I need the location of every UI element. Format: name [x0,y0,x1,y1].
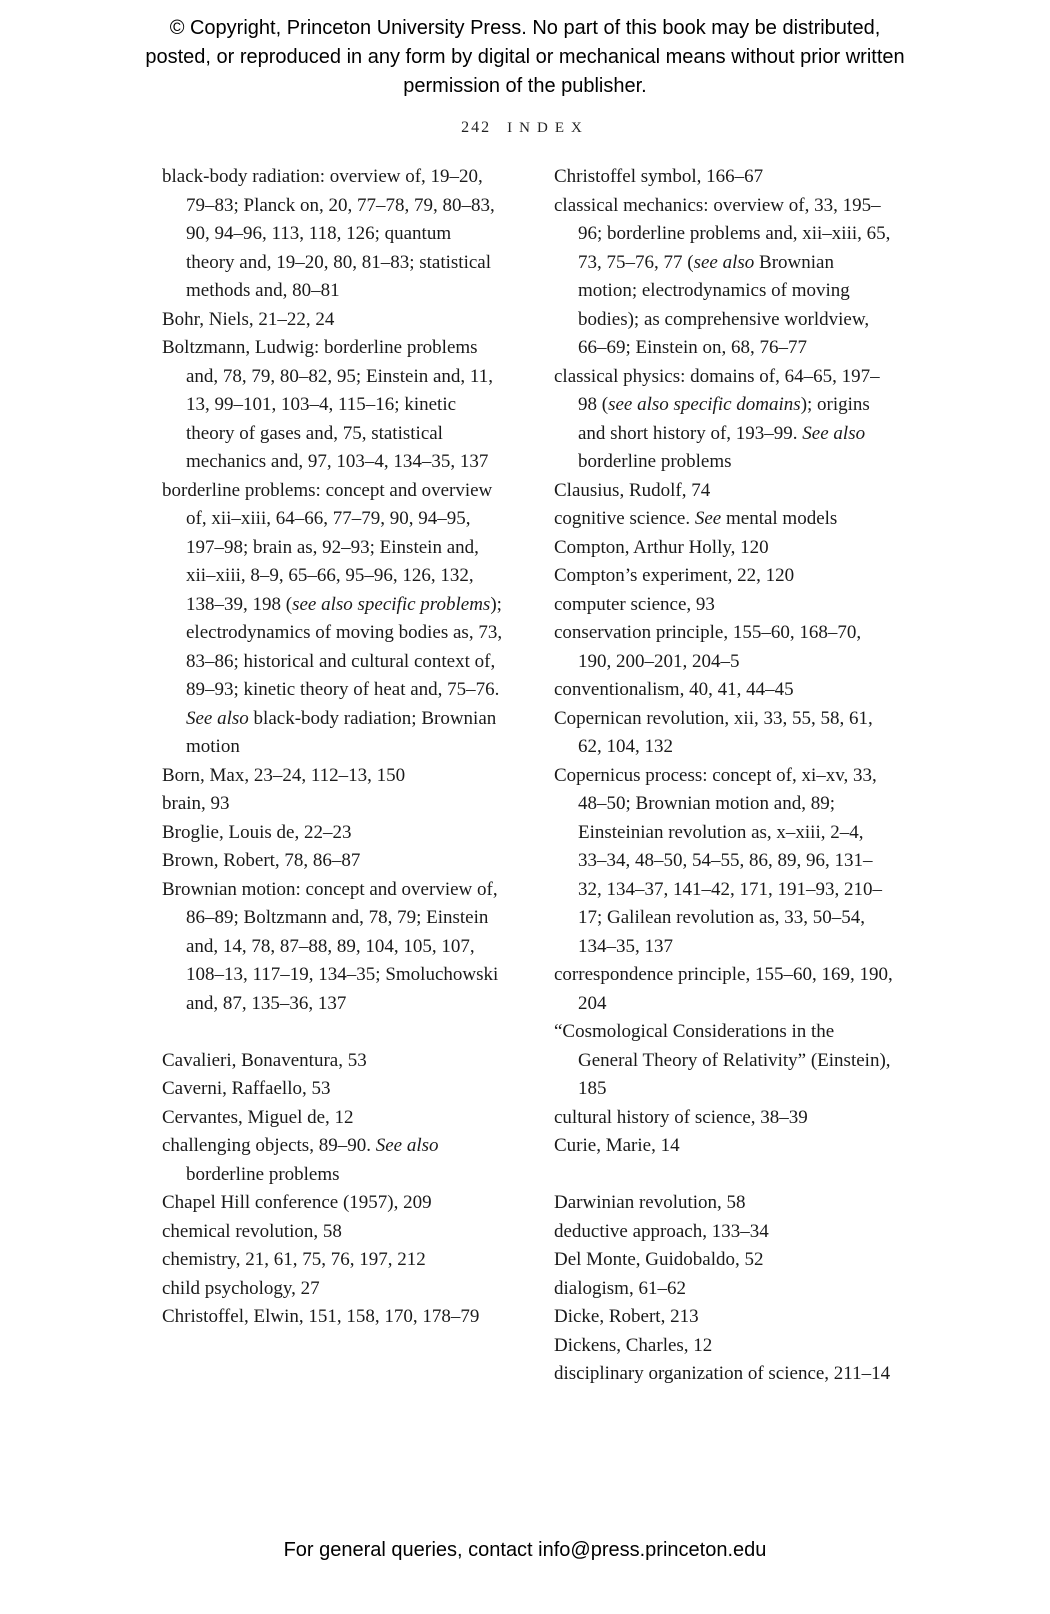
index-entry-text: Christoffel symbol, 166–67 [554,166,764,187]
index-entry-text: classical physics: domains of, 64–65, 197–98 ( [554,365,880,415]
index-entry [554,477,896,506]
index-entry [162,1218,504,1247]
index-entry [554,1189,896,1218]
index-entry [554,1218,896,1247]
index-entry-text: black-body radiation: overview of, 19–20, 79–83; Planck on, 20, 77–78, 79, 80–83, 90, 94–96, 113, 118, 126; quantum theory and, 19–20, 80, 81–83; statistical methods and, 80–81 [162,166,495,301]
index-entry-cross-reference: See also [186,707,249,729]
index-entry-text: ); origins and short history of, 193–99. [578,394,870,444]
index-entry-text: Caverni, Raffaello, 53 [162,1078,331,1099]
index-entry-text: Compton’s experiment, 22, 120 [554,565,795,586]
index-entry [554,676,896,705]
index-entry [162,1075,504,1104]
index-entry-text: cognitive science. [554,508,695,529]
index-entry-text: challenging objects, 89–90. [162,1135,376,1156]
index-entry [554,705,896,762]
index-entry-text: Chapel Hill conference (1957), 209 [162,1192,432,1213]
index-entry-text: Del Monte, Guidobaldo, 52 [554,1249,764,1270]
index-entry-text: black-body radiation; Brownian motion [186,707,497,757]
index-entry-text: Brownian motion; electrodynamics of moving bodies); as comprehensive worldview, 66–69; Einstein on, 68, 76–77 [578,251,870,358]
index-entry [554,1246,896,1275]
index-entry [162,1104,504,1133]
index-entry-text: Dicke, Robert, 213 [554,1306,699,1327]
index-entry-text: computer science, 93 [554,593,715,615]
page-number: 242 [461,119,492,136]
index-entry-text: Born, Max, 23–24, 112–13, 150 [162,764,406,786]
index-entry-text: Curie, Marie, 14 [554,1135,680,1156]
index-entry [554,1360,896,1389]
page-header-title: INDEX [507,120,589,136]
index-entry-text: Boltzmann, Ludwig: borderline problems and, 78, 79, 80–82, 95; Einstein and, 11, 13, 99–101, 103–4, 115–16; kinetic theory of gases and, 75, statistical mechanics and, 97, 103–4, 134–35, 137 [162,337,493,472]
index-entry [554,363,896,477]
index-entry-text: Broglie, Louis de, 22–23 [162,821,352,843]
footer-contact: For general queries, contact info@press.princeton.edu [283,1539,767,1561]
index-left-column [162,163,504,1389]
index-entry [162,1275,504,1304]
index-entry-text: “Cosmological Considerations in the General Theory of Relativity” (Einstein), 185 [554,1021,891,1099]
index-entry [554,163,896,192]
index-entry-text: Copernican revolution, xii, 33, 55, 58, 61, 62, 104, 132 [554,707,873,757]
copyright-notice: © Copyright, Princeton University Press. No part of this book may be distributed, posted, or reproduced in any form by digital or mechanical means without prior written permission of the publisher. [145,17,905,97]
index-entry-text: Cavalieri, Bonaventura, 53 [162,1049,367,1071]
index-entry-text: Dickens, Charles, 12 [554,1334,713,1356]
index-entry [162,163,504,306]
index-entry-text: borderline problems [578,451,732,472]
index-entry-cross-reference: see also specific problems [292,593,491,615]
index-entry-text: child psychology, 27 [162,1277,320,1299]
index-entry [162,819,504,848]
index-entry-text: cultural history of science, 38–39 [554,1106,808,1128]
index-entry [554,1332,896,1361]
index-right-column [554,163,896,1389]
index-entry-text: Copernicus process: concept of, xi–xv, 33, 48–50; Brownian motion and, 89; Einsteinian revolution as, x–xiii, 2–4, 33–34, 48–50, 54–55, 86, 89, 96, 131–32, 134–37, 141–42, 171, 191–93, 210–17; Galilean revolution as, 33, 50–54, 134–35, 137 [554,764,882,957]
index-entry-text: Christoffel, Elwin, 151, 158, 170, 178–79 [162,1306,480,1327]
index-entry [554,562,896,591]
index-entry [554,1132,896,1161]
index-entry [162,1047,504,1076]
index-entry [554,1303,896,1332]
index-entry-text: borderline problems: concept and overview of, xii–xiii, 64–66, 77–79, 90, 94–95, 197–98; brain as, 92–93; Einstein and, xii–xiii, 8–9, 65–66, 95–96, 126, 132, 138–39, 198 ( [162,479,493,615]
index-entry-cross-reference: See also [375,1135,439,1156]
index-entry-text: chemistry, 21, 61, 75, 76, 197, 212 [162,1249,426,1270]
index-entry-text: brain, 93 [162,793,230,814]
entry-gap [162,1018,504,1047]
index-entry-text: classical mechanics: overview of, 33, 195–96; borderline problems and, xii–xiii, 65, 73, 75–76, 77 ( [554,194,891,273]
index-entry-text: conventionalism, 40, 41, 44–45 [554,679,794,700]
index-entry-text: chemical revolution, 58 [162,1220,342,1242]
index-entry-text: Compton, Arthur Holly, 120 [554,536,769,558]
index-entry [162,477,504,762]
index-entry [554,961,896,1018]
index-entry-text: deductive approach, 133–34 [554,1220,769,1242]
index-entry [554,1104,896,1133]
index-entry [162,1132,504,1189]
index-entry-cross-reference: See [694,508,722,529]
index-entry-text: Clausius, Rudolf, 74 [554,479,711,501]
index-entry-text: Brownian motion: concept and overview of, 86–89; Boltzmann and, 78, 79; Einstein and, 14, 78, 87–88, 89, 104, 105, 107, 108–13, 117–19, 134–35; Smoluchowski and, 87, 135–36, 137 [162,878,499,1014]
index-entry [162,1246,504,1275]
index-entry-text: conservation principle, 155–60, 168–70, 190, 200–201, 204–5 [554,622,862,672]
index-entry [554,1275,896,1304]
index-entry [162,876,504,1019]
index-entry-text: Darwinian revolution, 58 [554,1192,746,1213]
index-columns [162,163,896,1389]
index-entry-text: ); electrodynamics of moving bodies as, 73, 83–86; historical and cultural context of, 89–93; kinetic theory of heat and, 75–76. [186,593,503,700]
index-entry [162,306,504,335]
index-entry [554,591,896,620]
index-entry [554,505,896,534]
index-entry-cross-reference: see also specific domains [608,394,801,415]
index-entry-cross-reference: see also [693,251,755,273]
index-entry [554,192,896,363]
index-entry-cross-reference: See also [802,422,866,444]
index-entry [554,534,896,563]
index-entry [162,762,504,791]
page-header [0,119,1050,137]
index-entry [162,1303,504,1332]
index-entry-text: Brown, Robert, 78, 86–87 [162,850,361,871]
index-entry [554,762,896,962]
index-entry [162,334,504,477]
index-entry [554,619,896,676]
index-entry-text: Cervantes, Miguel de, 12 [162,1106,354,1128]
index-entry-text: dialogism, 61–62 [554,1277,686,1299]
index-entry [162,790,504,819]
index-entry [162,847,504,876]
index-entry-text: mental models [721,508,838,529]
entry-gap [554,1161,896,1190]
index-entry-text: Bohr, Niels, 21–22, 24 [162,308,335,330]
index-entry [162,1189,504,1218]
index-entry-text: correspondence principle, 155–60, 169, 190, 204 [554,964,893,1014]
index-entry-text: disciplinary organization of science, 211–14 [554,1363,891,1384]
index-entry [554,1018,896,1104]
index-entry-text: borderline problems [186,1163,340,1185]
